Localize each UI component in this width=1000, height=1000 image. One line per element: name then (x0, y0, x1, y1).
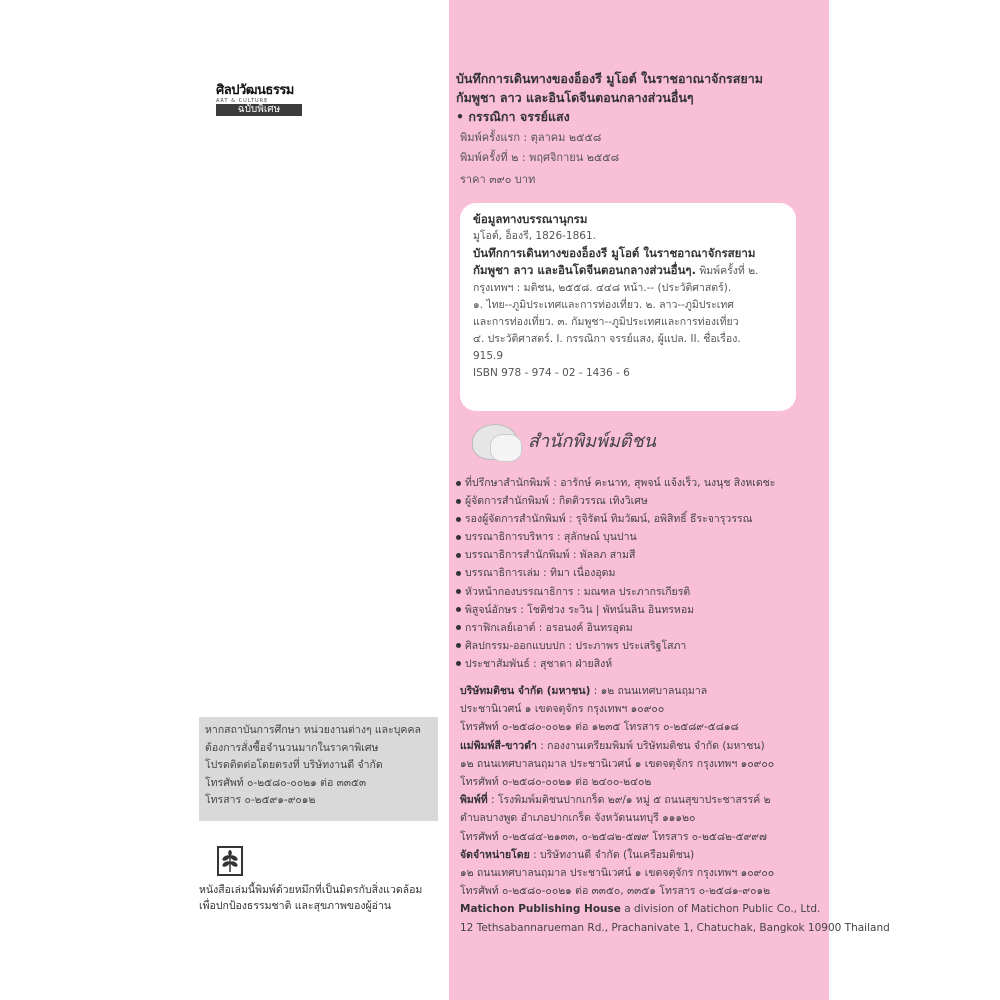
staff-item: ผู้จัดการสำนักพิมพ์ : กิตติวรรณ เทิงวิเศษ (456, 492, 775, 510)
staff-item: บรรณาธิการสำนักพิมพ์ : พัลลภ สามสี (456, 546, 775, 564)
price: ราคา ๓๙๐ บาท (460, 173, 536, 186)
staff-item: ศิลปกรรม-ออกแบบปก : ประภาพร ประเสริฐโสภา (456, 637, 775, 655)
staff-item: บรรณาธิการเล่ม : ทิมา เนื่องอุดม (456, 564, 775, 582)
company-line: จัดจำหน่ายโดย : บริษัทงานดี จำกัด (ในเครือมติชน) (460, 848, 695, 861)
company-line: บริษัทมติชน จำกัด (มหาชน) : ๑๒ ถนนเทศบาลนฤมาล (460, 685, 708, 697)
second-print: พิมพ์ครั้งที่ ๒ : พฤศจิกายน ๒๕๕๘ (460, 151, 620, 164)
catalog-line: ๔. ประวัติศาสตร์. I. กรรณิกา จรรย์แสง, ผู้แปล. II. ชื่อเรื่อง. (473, 333, 741, 345)
company-line: ประชานิเวศน์ ๑ เขตจตุจักร กรุงเทพฯ ๑๐๙๐๐ (460, 703, 665, 716)
company-line: 12 Tethsabannarueman Rd., Prachanivate 1, Chatuchak, Bangkok 10900 Thailand (460, 921, 890, 934)
catalog-isbn: ISBN 978 - 974 - 02 - 1436 - 6 (473, 367, 630, 379)
company-line: ๑๒ ถนนเทศบาลนฤมาล ประชานิเวศน์ ๑ เขตจตุจักร กรุงเทพฯ ๑๐๙๐๐ (460, 757, 775, 770)
catalog-title1: บันทึกการเดินทางของอ็องรี มูโอต์ ในราชอาณาจักรสยาม (473, 246, 756, 260)
eco-note-line: หนังสือเล่มนี้พิมพ์ด้วยหมึกที่เป็นมิตรกับสิ่งแวดล้อม (199, 884, 423, 896)
catalog-title2-rest: พิมพ์ครั้งที่ ๒. (695, 265, 759, 277)
staff-item: รองผู้จัดการสำนักพิมพ์ : รุจิรัตน์ ทิมวัฒน์, อพิสิทธิ์ ธีระจารุวรรณ (456, 510, 775, 528)
staff-item: พิสูจน์อักษร : โชติช่วง ระวิน | พัทน์นลิน อินทรหอม (456, 601, 775, 619)
company-line: โทรศัพท์ ๐-๒๕๘๐-๐๐๒๑ ต่อ ๑๒๓๕ โทรสาร ๐-๒๕๘๙-๕๘๑๘ (460, 721, 739, 734)
logo-subtitle: ART & CULTURE (216, 98, 269, 104)
publisher-emblem-icon (490, 434, 522, 462)
catalog-line: และการท่องเที่ยว. ๓. กัมพูชา--ภูมิประเทศและการท่องเที่ยว (473, 316, 739, 328)
catalog-title2-bold: กัมพูชา ลาว และอินโดจีนตอนกลางส่วนอื่นๆ. (473, 263, 696, 277)
logo-name: ศิลปวัฒนธรรม (216, 83, 294, 98)
company-line: ๑๒ ถนนเทศบาลนฤมาล ประชานิเวศน์ ๑ เขตจตุจักร กรุงเทพฯ ๑๐๙๐๐ (460, 867, 775, 880)
book-title-line1: บันทึกการเดินทางของอ็องรี มูโอต์ ในราชอาณาจักรสยาม (456, 71, 763, 86)
book-title-line2: กัมพูชา ลาว และอินโดจีนตอนกลางส่วนอื่นๆ (456, 90, 694, 105)
company-line: โทรศัพท์ ๐-๒๕๘๐-๐๐๒๑ ต่อ ๒๔๐๐-๒๔๐๒ (460, 776, 652, 789)
eco-note (199, 882, 449, 914)
company-info (460, 682, 890, 937)
company-line: Matichon Publishing House a division of Matichon Public Co., Ltd. (460, 903, 821, 916)
company-line: พิมพ์ที่ : โรงพิมพ์มติชนปากเกร็ด ๒๙/๑ หมู่ ๕ ถนนสุขาประชาสรรค์ ๒ (460, 794, 771, 807)
staff-item: ที่ปรึกษาสำนักพิมพ์ : อารักษ์ คะนาท, สุพจน์ แจ้งเร็ว, นงนุช สิงหเดชะ (456, 474, 775, 492)
staff-item: กราฟิกเลย์เอาต์ : อรอนงค์ อินทรอุดม (456, 619, 775, 637)
company-line: ตำบลบางพูด อำเภอปากเกร็ด จังหวัดนนทบุรี ๑๑๑๒๐ (460, 812, 696, 825)
bulk-line: โทรศัพท์ ๐-๒๕๘๐-๐๐๒๑ ต่อ ๓๓๕๓ (205, 776, 367, 789)
logo-edition: ฉบับพิเศษ (216, 104, 302, 116)
book-title (456, 69, 763, 126)
bulk-line: หากสถาบันการศึกษา หน่วยงานต่างๆ และบุคคล (205, 724, 421, 736)
company-line: แม่พิมพ์สี-ขาวดำ : กองงานเตรียมพิมพ์ บริษัทมติชน จำกัด (มหาชน) (460, 739, 765, 752)
company-line: โทรศัพท์ ๐-๒๕๘๔-๒๑๓๓, ๐-๒๕๘๒-๕๗๙ โทรสาร ๐-๒๕๘๒-๕๙๙๗ (460, 830, 767, 843)
catalog-line: กรุงเทพฯ : มติชน, ๒๕๕๘. ๔๔๘ หน้า.-- (ประวัติศาสตร์). (473, 282, 732, 294)
publisher-logo (470, 420, 670, 466)
catalog-line: 915.9 (473, 350, 504, 362)
magazine-logo (216, 83, 302, 117)
bulk-line: โทรสาร ๐-๒๕๙๑-๙๐๑๒ (205, 794, 316, 807)
company-line: โทรศัพท์ ๐-๒๕๘๐-๐๐๒๑ ต่อ ๓๓๕๐, ๓๓๕๑ โทรสาร ๐-๒๕๘๑-๙๐๑๒ (460, 885, 771, 898)
staff-item: หัวหน้ากองบรรณาธิการ : มณฑล ประภากรเกียรติ (456, 583, 775, 601)
staff-item: บรรณาธิการบริหาร : สุลักษณ์ บุนปาน (456, 528, 775, 546)
catalog-line: ๑. ไทย--ภูมิประเทศและการท่องเที่ยว. ๒. ลาว--ภูมิประเทศ (473, 299, 734, 311)
catalog-heading: ข้อมูลทางบรรณานุกรม (473, 212, 588, 226)
catalog-author: มูโอต์, อ็องรี, 1826-1861. (473, 230, 596, 242)
publisher-script-name: สำนักพิมพ์มติชน (528, 431, 656, 452)
catalog-box (460, 203, 796, 411)
eco-note-line: เพื่อปกป้องธรรมชาติ และสุขภาพของผู้อ่าน (199, 900, 392, 912)
catalog-title2 (473, 262, 758, 280)
bulk-line: ต้องการสั่งซื้อจำนวนมากในราคาพิเศษ (205, 741, 379, 754)
bulk-order-box (199, 717, 438, 821)
staff-item: ประชาสัมพันธ์ : สุชาดา ฝ่ายสิงห์ (456, 655, 775, 673)
bulk-line: โปรดติดต่อโดยตรงที่ บริษัทงานดี จำกัด (205, 759, 383, 772)
staff-list (456, 474, 775, 673)
eco-leaf-icon (217, 846, 243, 876)
first-print: พิมพ์ครั้งแรก : ตุลาคม ๒๕๕๘ (460, 131, 602, 144)
translator: • กรรณิกา จรรย์แสง (456, 109, 570, 124)
